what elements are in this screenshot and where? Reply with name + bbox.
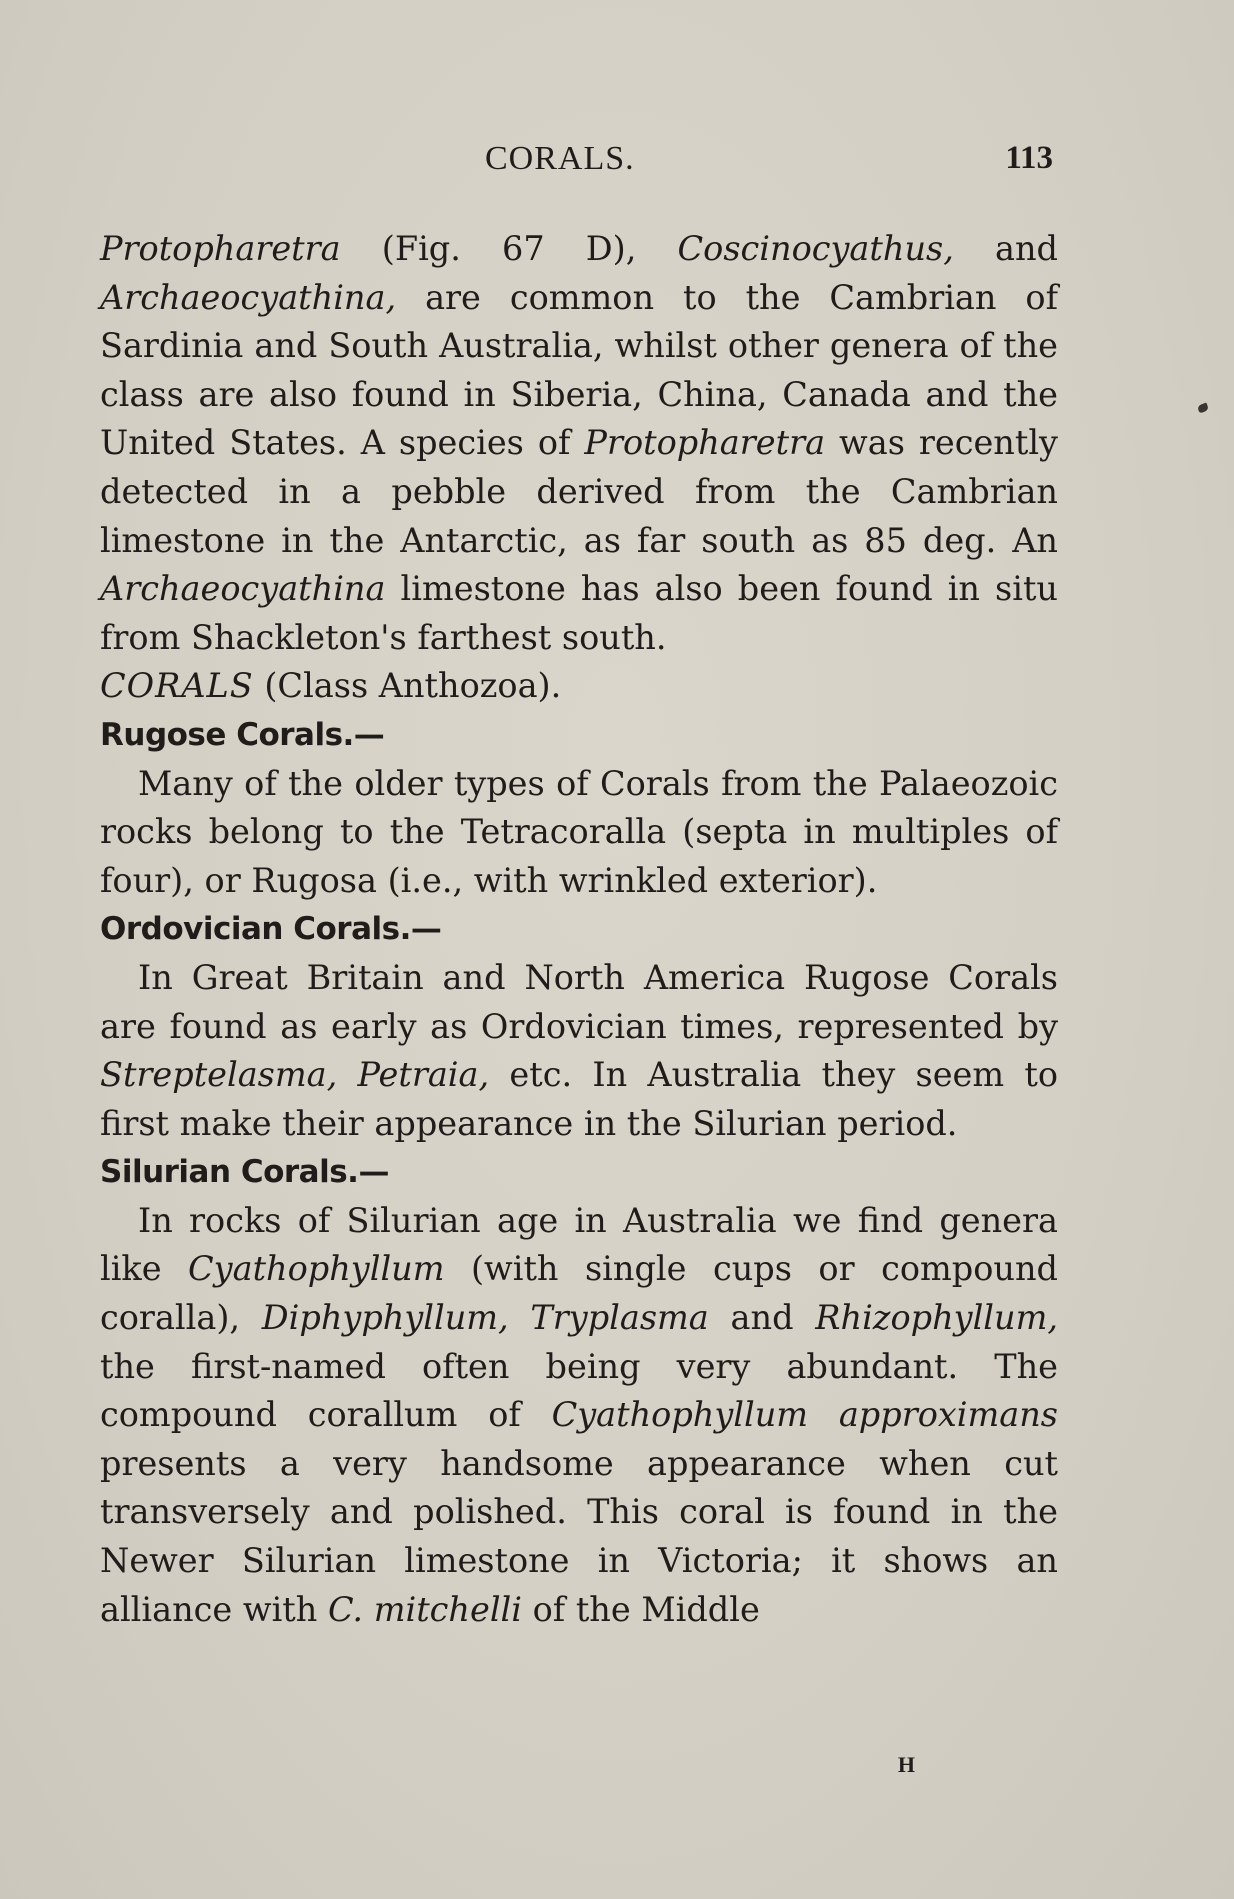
- text-run: the first-named often being very abundant. The compound corallum of: [100, 1346, 1058, 1435]
- italic-term: Protopharetra: [100, 229, 341, 268]
- running-head: [100, 140, 1065, 190]
- heading-rugose-corals: Rugose Corals.—: [100, 716, 385, 753]
- italic-term: C. mitchelli: [327, 1589, 522, 1629]
- paragraph-ordovician: [100, 954, 1058, 1148]
- body-text: [100, 225, 1058, 1634]
- italic-term: Archaeocyathina,: [100, 277, 397, 317]
- italic-term: Protopharetra: [584, 423, 826, 463]
- text-run: and: [953, 229, 1058, 268]
- italic-term: Diphyphyllum, Tryplasma: [261, 1298, 709, 1338]
- text-run: (with single cups or compound coralla),: [100, 1249, 1058, 1338]
- italic-term: Coscinocyathus,: [677, 229, 954, 268]
- ink-speck-mark: [1197, 403, 1209, 414]
- text-run: and: [708, 1298, 816, 1338]
- text-run: was recently detected in a pebble derived from the Cambrian limestone in the Antarctic, as far south as 85 deg. An: [100, 423, 1058, 560]
- text-run: of the Middle: [521, 1589, 760, 1629]
- italic-term: CORALS: [100, 666, 254, 706]
- book-page: [100, 130, 1065, 1830]
- text-run: In Great Britain and North America Rugose Corals are found as early as Ordovician times, represented by: [100, 957, 1058, 1046]
- italic-term: Cyathophyllum: [188, 1249, 445, 1289]
- text-run: are common to the Cambrian of Sardinia and South Australia, whilst other genera of the class are also found in Siberia, China, Canada and the United States. A species of: [100, 277, 1058, 463]
- signature-mark: H: [897, 1752, 915, 1777]
- page-number: 113: [1005, 140, 1053, 176]
- text-run: (Fig. 67 D),: [340, 229, 678, 268]
- paragraph-silurian: [100, 1197, 1058, 1634]
- text-run: Many of the older types of Corals from the Palaeozoic rocks belong to the Tetracoralla (septa in multiples of four), or Rugosa (i.e., with wrinkled exterior).: [100, 763, 1058, 900]
- text-run: In rocks of Silurian age in Australia we find genera like: [100, 1200, 1058, 1289]
- text-run: etc. In Australia they seem to first make their appearance in the Silurian period.: [100, 1055, 1058, 1143]
- italic-term: Archaeocyathina: [100, 569, 386, 609]
- italic-term: Streptelasma, Petraia,: [100, 1055, 490, 1095]
- text-run: (Class Anthozoa).: [253, 666, 562, 706]
- text-run: limestone has also been found in situ from Shackleton's farthest south.: [100, 569, 1058, 657]
- italic-term: Cyathophyllum approximans: [551, 1395, 1058, 1435]
- text-run: presents a very handsome appearance when cut transversely and polished. This coral is found in the Newer Silurian limestone in Victoria; it shows an alliance with: [100, 1443, 1058, 1629]
- heading-silurian-corals: Silurian Corals.—: [100, 1154, 389, 1191]
- running-title: CORALS.: [485, 140, 635, 177]
- section-title-corals: [100, 662, 1058, 711]
- paragraph-rugose: [100, 760, 1058, 906]
- heading-ordovician-corals: Ordovician Corals.—: [100, 911, 442, 948]
- italic-term: Rhizophyllum,: [815, 1298, 1058, 1338]
- paragraph-archaeocyathina: [100, 225, 1058, 662]
